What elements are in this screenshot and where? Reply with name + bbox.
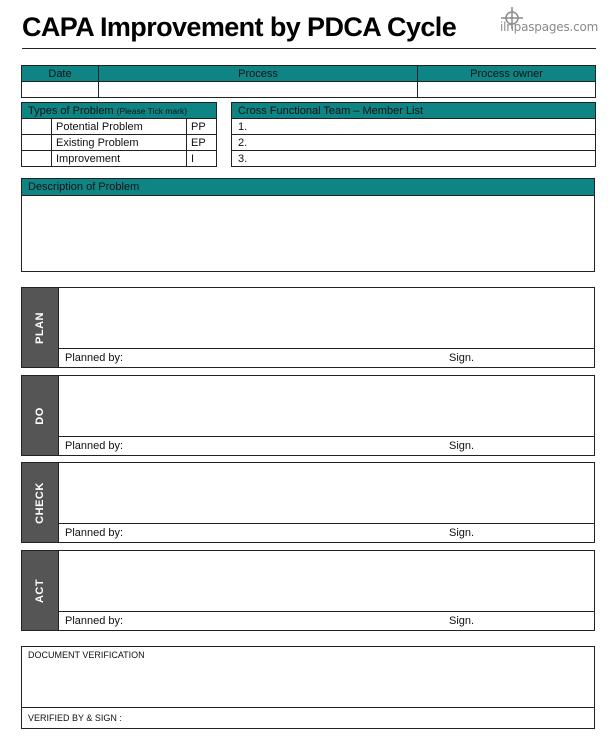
phase-do-field[interactable] (58, 376, 594, 455)
description-box (21, 178, 595, 272)
tick-box-improvement[interactable] (22, 151, 52, 167)
sign-label: Sign. (449, 440, 475, 452)
tick-mark-note: (Please Tick mark) (116, 105, 188, 116)
phase-footer (59, 348, 594, 367)
phase-footer (59, 523, 594, 542)
process-owner-field[interactable] (418, 82, 596, 98)
phase-label: CHECK (34, 481, 46, 524)
sign-label: Sign. (449, 527, 475, 539)
problem-type-label: Existing Problem (52, 135, 187, 151)
sign-label: Sign. (449, 615, 475, 627)
description-header: Description of Problem (22, 179, 594, 196)
phase-label: ACT (33, 578, 46, 603)
tick-box-existing[interactable] (22, 135, 52, 151)
phase-label-bar (22, 463, 58, 542)
problem-type-label: Potential Problem (52, 119, 187, 135)
phase-label-bar (22, 551, 58, 630)
problem-type-label: Improvement (52, 151, 187, 167)
description-field[interactable] (22, 196, 594, 273)
phase-do (21, 375, 595, 456)
header-table (21, 65, 596, 98)
phase-check-field[interactable] (58, 463, 594, 542)
page-title: CAPA Improvement by PDCA Cycle (22, 12, 457, 42)
phase-plan-field[interactable] (58, 288, 594, 367)
planned-by-label: Planned by: (65, 615, 124, 627)
sign-label: Sign. (449, 352, 475, 364)
date-header: Date (22, 66, 99, 82)
team-member-field[interactable]: 1. (232, 119, 596, 135)
team-member-field[interactable]: 2. (232, 135, 596, 151)
tick-box-potential[interactable] (22, 119, 52, 135)
phase-check (21, 462, 595, 543)
phase-label-bar (22, 288, 58, 367)
team-table (231, 102, 596, 167)
date-field[interactable] (22, 82, 99, 98)
title-divider (22, 48, 596, 49)
brand-watermark: ilnpaspages.com (500, 20, 599, 34)
phase-act-field[interactable] (58, 551, 594, 630)
phase-act (21, 550, 595, 631)
problem-types-table (21, 102, 217, 167)
problem-types-header (22, 103, 217, 119)
team-member-field[interactable]: 3. (232, 151, 596, 167)
problem-type-code: PP (187, 119, 217, 135)
problem-type-code: EP (187, 135, 217, 151)
phase-label: DO (34, 406, 46, 425)
phase-footer (59, 611, 594, 630)
planned-by-label: Planned by: (65, 352, 124, 364)
team-header: Cross Functional Team – Member List (232, 103, 596, 119)
problem-type-row (22, 119, 217, 135)
process-owner-header: Process owner (418, 66, 596, 82)
verified-by-field[interactable]: VERIFIED BY & SIGN : (22, 707, 594, 728)
phase-footer (59, 436, 594, 455)
phase-plan (21, 287, 595, 368)
planned-by-label: Planned by: (65, 527, 124, 539)
verification-box (21, 646, 595, 729)
phase-label: PLAN (33, 311, 46, 344)
process-header: Process (99, 66, 418, 82)
problem-types-heading: Types of Problem (28, 104, 114, 117)
problem-type-row (22, 151, 217, 167)
problem-type-code: I (187, 151, 217, 167)
planned-by-label: Planned by: (65, 440, 124, 452)
problem-type-row (22, 135, 217, 151)
verification-heading: DOCUMENT VERIFICATION (28, 650, 145, 660)
process-field[interactable] (99, 82, 418, 98)
phase-label-bar (22, 376, 58, 455)
